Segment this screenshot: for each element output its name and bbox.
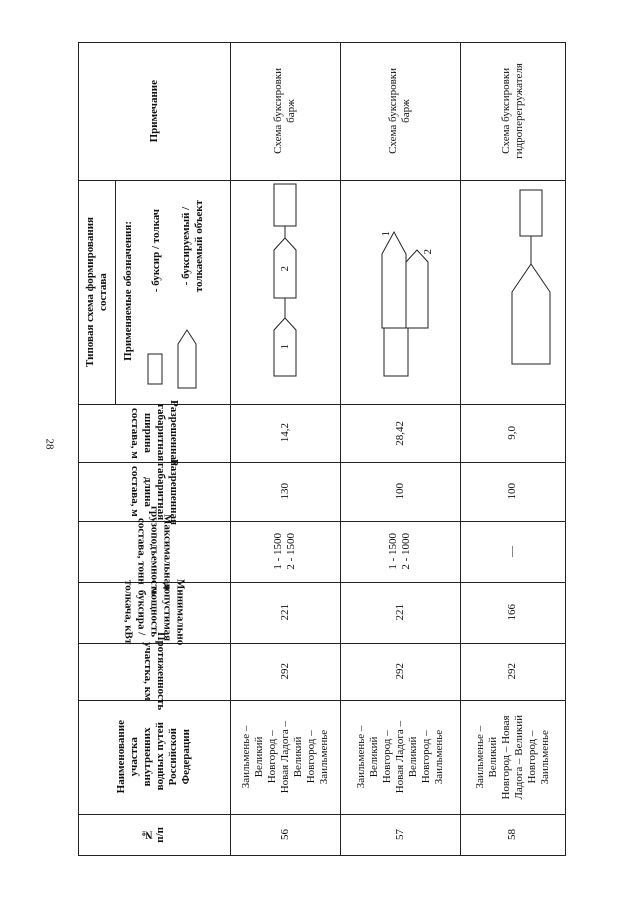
cell-length: 292 xyxy=(506,663,518,680)
cell-capacity: — xyxy=(506,546,518,557)
header-name: Наименование участка внутренних водных путей Российской Федерации xyxy=(115,720,192,794)
cell-note: Схема буксировки барж xyxy=(387,68,412,154)
header-capacity: Максимальная грузоподъемность состава, тонн xyxy=(135,506,174,597)
cell-power: 221 xyxy=(393,604,406,621)
cell-name: Заильменье – Великий Новгород – Новая Ладога – Великий Новгород – Заильменье xyxy=(354,720,445,794)
scheme-label-2: 2 xyxy=(421,249,434,255)
scheme-label-1: 1 xyxy=(278,344,291,350)
cell-power: 166 xyxy=(506,604,518,621)
header-scheme: Типовая схема формирования состава xyxy=(83,217,109,367)
cell-name: Заильменье – Великий Новгород – Новая Ладога – Великий Новгород – Заильменье xyxy=(239,720,330,794)
header-max-width: Разрешенная габаритная ширина состава, м xyxy=(129,400,180,466)
cell-length: 292 xyxy=(278,663,291,680)
grid-line xyxy=(565,42,566,856)
header-note: Примечание xyxy=(147,79,160,143)
header-max-length: Разрешенная габаритная длина состава, м xyxy=(129,458,180,525)
legend-towed-icon xyxy=(176,328,206,390)
cell-max-width: 9,0 xyxy=(506,426,518,440)
cell-name: Заильменье – Великий Новгород – Новая Ладога – Великий Новгород – Заильменье xyxy=(473,714,551,800)
cell-max-width: 28,42 xyxy=(393,420,406,446)
cell-length: 292 xyxy=(393,663,406,680)
cell-num: 58 xyxy=(506,829,518,840)
cell-note: Схема буксировки барж xyxy=(272,68,297,154)
header-length: Протяженность участка, км xyxy=(142,632,167,711)
scheme-label-2: 2 xyxy=(278,266,291,272)
cell-max-length: 130 xyxy=(278,483,291,500)
legend-title: Применяемые обозначения: xyxy=(121,221,134,361)
cell-num: 57 xyxy=(393,829,406,840)
legend-tug-icon xyxy=(146,352,170,388)
scheme-diagram xyxy=(340,180,460,404)
grid-line xyxy=(115,180,116,404)
cell-power: 221 xyxy=(278,604,291,621)
header-power: Минимально допустимая мощность буксира / толкача, кВт xyxy=(122,579,187,646)
cell-max-width: 14,2 xyxy=(278,423,291,443)
scheme-diagram xyxy=(460,180,565,404)
legend-tug-label: - буксир / толкач xyxy=(149,209,162,293)
page-number: 28 xyxy=(43,438,56,450)
cell-capacity: 1 - 1500 2 - 1000 xyxy=(387,533,412,570)
header-num: № п/п xyxy=(141,826,166,843)
grid-line xyxy=(78,855,566,856)
cell-max-length: 100 xyxy=(393,483,406,500)
legend-towed-label: - буксируемый / толкаемый объект xyxy=(180,199,205,293)
scheme-diagram xyxy=(230,180,340,404)
cell-num: 56 xyxy=(278,829,291,840)
cell-note: Схема буксировки гидроперегружателя xyxy=(499,63,525,159)
cell-capacity: 1 - 1500 2 - 1500 xyxy=(272,533,297,570)
scheme-label-1: 1 xyxy=(379,231,392,237)
cell-max-length: 100 xyxy=(506,483,518,500)
